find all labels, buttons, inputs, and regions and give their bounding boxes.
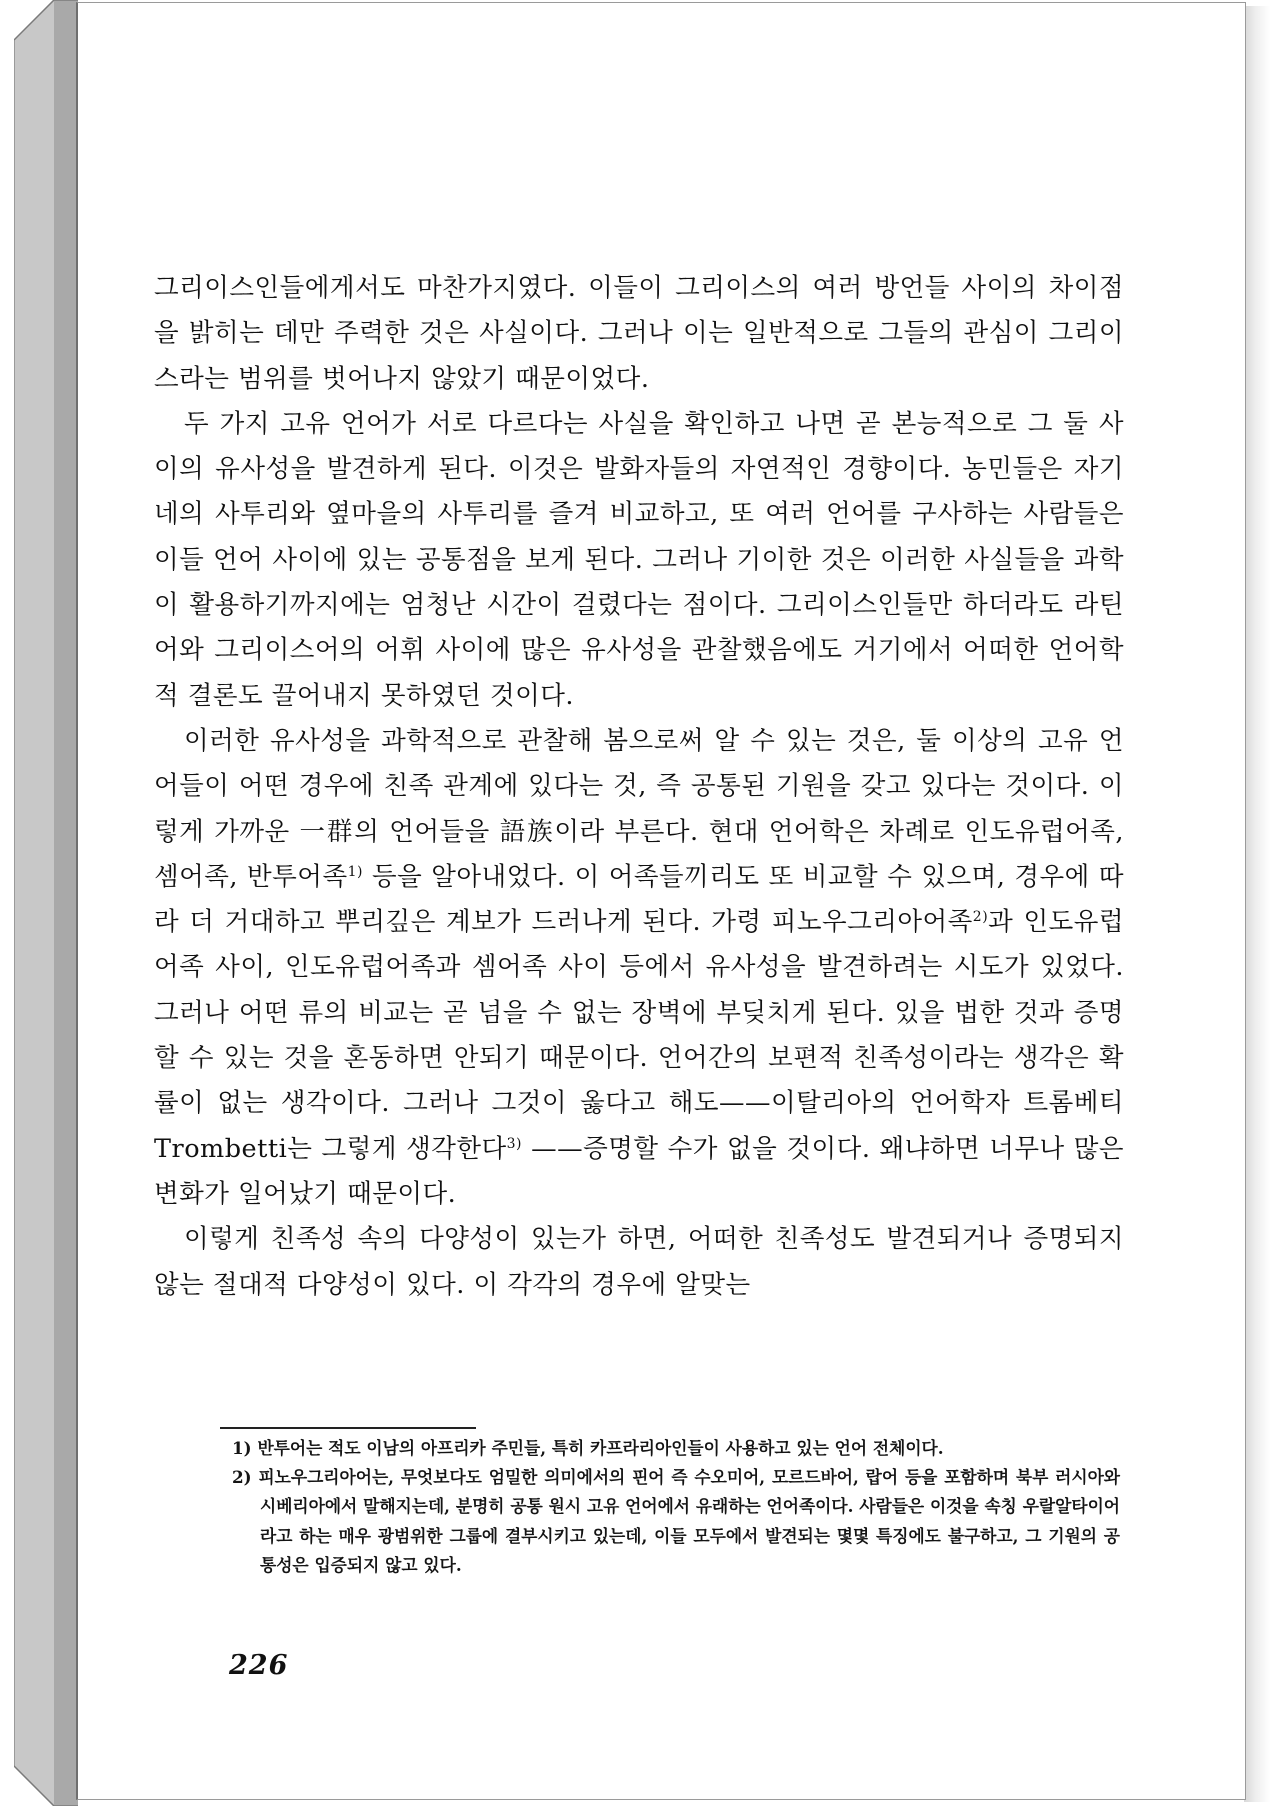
footnote-text: 피노우그리아어는, 무엇보다도 엄밀한 의미에서의 핀어 즉 수오미어, 모르드바어, 랍어 등을 포함하며 북부 러시아와 시베리아에서 말해지는데, 분명히 공통 원시 고유 언어에서 유래하는 언어족이다. 사람들은 이것을 속칭 우랄알타이어라고 하는 매우 광범위한 그룹에 결부시키고 있는데, 이들 모두에서 발견되는 몇몇 특징에도 불구하고, 그 기원의 공통성은 입증되지 않고 있다. bbox=[258, 1467, 1120, 1575]
paragraph-3 bbox=[154, 719, 1124, 1217]
page-number: 226 bbox=[229, 1650, 289, 1681]
footnote-1 bbox=[232, 1434, 1120, 1463]
paragraph-text-part: ——증명할 수가 없을 것이다. 왜냐하면 너무나 많은 변화가 일어났기 때문이다. bbox=[154, 1133, 1124, 1209]
body-text bbox=[154, 266, 1124, 1308]
footnote-ref-2: 2) bbox=[972, 909, 989, 926]
footnote-divider bbox=[220, 1427, 476, 1429]
paragraph-4 bbox=[154, 1217, 1124, 1308]
book-spine-graphic bbox=[14, 0, 78, 1806]
footnote-ref-1: 1) bbox=[347, 863, 363, 880]
paragraph-1 bbox=[154, 266, 1124, 402]
book-spine-edge bbox=[14, 0, 78, 1806]
paragraph-text: 두 가지 고유 언어가 서로 다르다는 사실을 확인하고 나면 곧 본능적으로 그 둘 사이의 유사성을 발견하게 된다. 이것은 발화자들의 자연적인 경향이다. 농민들은 자기네의 사투리와 옆마을의 사투리를 즐겨 비교하고, 또 여러 언어를 구사하는 사람들은 이들 언어 사이에 있는 공통점을 보게 된다. 그러나 기이한 것은 이러한 사실들을 과학이 활용하기까지에는 엄청난 시간이 걸렸다는 점이다. 그리이스인들만 하더라도 라틴어와 그리이스어의 어휘 사이에 많은 유사성을 관찰했음에도 거기에서 어떠한 언어학적 결론도 끌어내지 못하였던 것이다. bbox=[154, 408, 1124, 711]
footnote-marker: 2) bbox=[232, 1467, 252, 1488]
page-shadow bbox=[1244, 6, 1270, 1802]
paragraph-text-part: 등을 알아내었다. 이 어족들끼리도 또 비교할 수 있으며, 경우에 따라 더 거대하고 뿌리깊은 계보가 드러나게 된다. 가령 피노우그리아어족 bbox=[154, 861, 1124, 938]
footnote-2 bbox=[232, 1463, 1120, 1580]
paragraph-text: 그리이스인들에게서도 마찬가지였다. 이들이 그리이스의 여러 방언들 사이의 차이점을 밝히는 데만 주력한 것은 사실이다. 그러나 이는 일반적으로 그들의 관심이 그리이스라는 범위를 벗어나지 않았기 때문이었다. bbox=[154, 273, 1124, 394]
footnote-ref-3: 3) bbox=[506, 1135, 522, 1152]
paragraph-text-part: 이러한 유사성을 과학적으로 관찰해 봄으로써 알 수 있는 것은, 둘 이상의 고유 언어들이 어떤 경우에 친족 관계에 있다는 것, 즉 공통된 기원을 갖고 있다는 것이다. 이렇게 가까운 一群의 언어들을 語族이라 부른다. 현대 언어학은 차례로 인도유럽어족, 셈어족, 반투어족 bbox=[154, 725, 1124, 892]
paragraph-text-part: 과 인도유럽어족 사이, 인도유럽어족과 셈어족 사이 등에서 유사성을 발견하려는 시도가 있었다. 그러나 어떤 류의 비교는 곧 넘을 수 없는 장벽에 부딪치게 된다. 있을 법한 것과 증명할 수 있는 것을 혼동하면 안되기 때문이다. 언어간의 보편적 친족성이라는 생각은 확률이 없는 생각이다. 그러나 그것이 옳다고 해도——이탈리아의 언어학자 트롬베티 Trombetti는 그렇게 생각한다 bbox=[154, 907, 1125, 1164]
footnotes bbox=[232, 1434, 1120, 1580]
footnote-marker: 1) bbox=[232, 1438, 252, 1458]
footnote-text: 반투어는 적도 이남의 아프리카 주민들, 특히 카프라리아인들이 사용하고 있는 언어 전체이다. bbox=[257, 1438, 944, 1458]
paragraph-2 bbox=[154, 402, 1124, 719]
paragraph-text: 이렇게 친족성 속의 다양성이 있는가 하면, 어떠한 친족성도 발견되거나 증명되지 않는 절대적 다양성이 있다. 이 각각의 경우에 알맞는 bbox=[154, 1224, 1124, 1300]
